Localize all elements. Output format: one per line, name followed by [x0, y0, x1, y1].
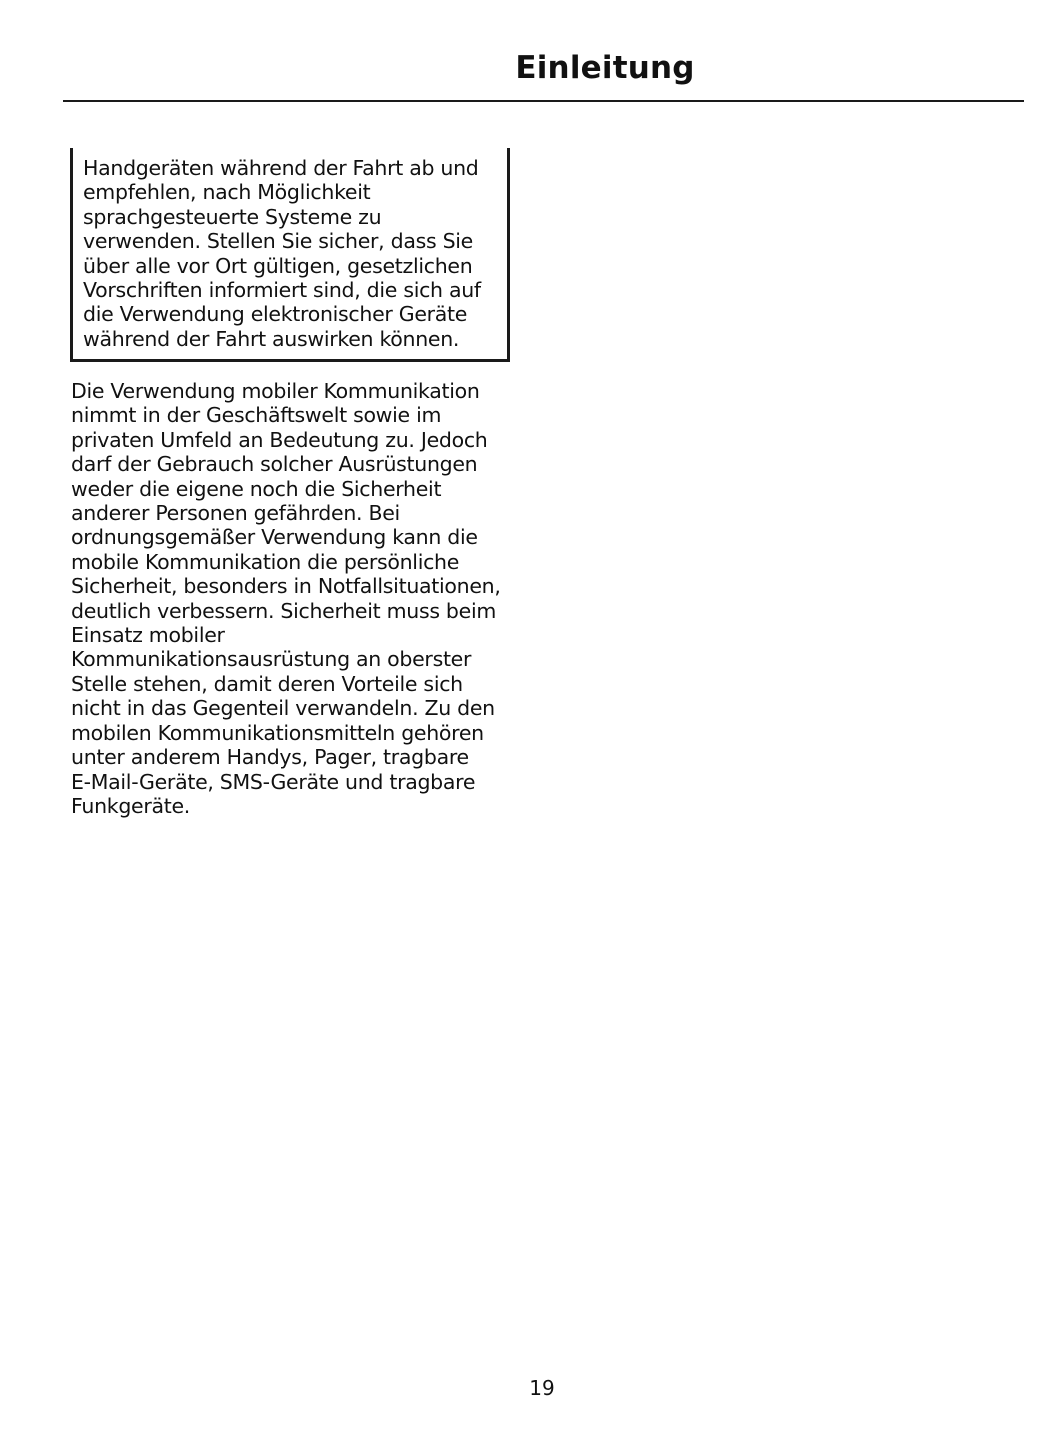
- warning-line: Vorschriften informiert sind, die sich auf: [83, 278, 481, 303]
- body-line: privaten Umfeld an Bedeutung zu. Jedoch: [71, 427, 488, 452]
- body-line: anderer Personen gefährden. Bei: [71, 501, 400, 526]
- warning-line: während der Fahrt auswirken können.: [83, 326, 460, 351]
- body-line: nicht in das Gegenteil verwandeln. Zu den: [71, 696, 495, 721]
- warning-line: Handgeräten während der Fahrt ab und: [83, 156, 479, 180]
- body-line: Kommunikationsausrüstung an oberster: [71, 647, 472, 672]
- body-line: Einsatz mobiler: [71, 623, 225, 648]
- body-line: darf der Gebrauch solcher Ausrüstungen: [71, 452, 478, 477]
- warning-line: sprachgesteuerte Systeme zu: [83, 204, 382, 229]
- body-paragraph: [71, 379, 531, 818]
- warning-line: über alle vor Ort gültigen, gesetzlichen: [83, 253, 473, 278]
- warning-line: verwenden. Stellen Sie sicher, dass Sie: [83, 229, 473, 254]
- body-line: mobile Kommunikation die persönliche: [71, 549, 460, 574]
- body-line: mobilen Kommunikationsmitteln gehören: [71, 720, 484, 745]
- warning-box: [70, 148, 510, 362]
- body-line: deutlich verbessern. Sicherheit muss beim: [71, 598, 497, 623]
- body-line: Funkgeräte.: [71, 793, 191, 818]
- page-header: [63, 40, 1024, 102]
- body-line: nimmt in der Geschäftswelt sowie im: [71, 403, 442, 428]
- page-title: Einleitung: [515, 50, 695, 86]
- warning-text: [83, 156, 507, 351]
- body-line: E-Mail-Geräte, SMS-Geräte und tragbare: [71, 769, 476, 794]
- body-line: Stelle stehen, damit deren Vorteile sich: [71, 671, 463, 696]
- warning-line: die Verwendung elektronischer Geräte: [83, 302, 468, 327]
- body-line: unter anderem Handys, Pager, tragbare: [71, 745, 469, 770]
- body-line: Die Verwendung mobiler Kommunikation: [71, 379, 480, 403]
- body-line: Sicherheit, besonders in Notfallsituationen,: [71, 574, 501, 599]
- body-line: weder die eigene noch die Sicherheit: [71, 476, 442, 501]
- page-number: 19: [529, 1376, 555, 1400]
- body-text: [71, 379, 531, 818]
- warning-line: empfehlen, nach Möglichkeit: [83, 180, 371, 205]
- body-line: ordnungsgemäßer Verwendung kann die: [71, 525, 478, 550]
